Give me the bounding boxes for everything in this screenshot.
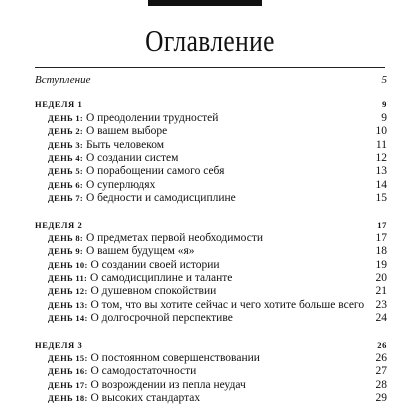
- day-label: ДЕНЬ 17:: [48, 379, 88, 390]
- toc-page-number: 9: [382, 99, 387, 110]
- day-label: ДЕНЬ 13:: [48, 299, 88, 310]
- day-label: ДЕНЬ 12:: [48, 286, 88, 297]
- toc-day-16[interactable]: [35, 365, 387, 378]
- toc-day-12[interactable]: [35, 285, 387, 298]
- toc-page-number: 12: [375, 151, 387, 164]
- day-title: О постоянном совершенствовании: [90, 352, 260, 365]
- day-title: О суперлюдях: [85, 178, 156, 191]
- day-title: О порабощении самого себя: [85, 165, 225, 178]
- toc-day-10[interactable]: [35, 259, 387, 272]
- day-label: ДЕНЬ 16:: [48, 366, 88, 377]
- toc-week-1[interactable]: [35, 98, 387, 111]
- toc-day-2[interactable]: [35, 125, 387, 138]
- page-title: Оглавление: [145, 23, 275, 58]
- spacer: [35, 206, 387, 219]
- day-label: ДЕНЬ 1:: [48, 112, 84, 123]
- spacer: [35, 326, 387, 339]
- day-title: О создании систем: [85, 151, 179, 164]
- day-label: ДЕНЬ 4:: [48, 152, 84, 163]
- toc-week-2[interactable]: [35, 219, 387, 232]
- toc-day-11[interactable]: [35, 272, 387, 285]
- day-label: ДЕНЬ 18:: [48, 393, 88, 404]
- toc-page-number: 24: [375, 312, 387, 325]
- title-divider: [35, 67, 385, 68]
- toc-day-14[interactable]: [35, 312, 387, 325]
- toc-day-4[interactable]: [35, 152, 387, 165]
- toc-day-7[interactable]: [35, 192, 387, 205]
- toc-page-number: 26: [377, 339, 387, 350]
- day-label: ДЕНЬ 6:: [48, 179, 84, 190]
- toc-page-number: 17: [377, 219, 387, 230]
- toc-page-number: 10: [375, 125, 387, 138]
- toc-entry-intro[interactable]: [35, 74, 387, 87]
- day-label: ДЕНЬ 10:: [48, 259, 88, 270]
- toc-day-17[interactable]: [35, 379, 387, 392]
- toc-day-6[interactable]: [35, 179, 387, 192]
- toc-page-number: 15: [375, 192, 387, 205]
- toc-day-1[interactable]: [35, 112, 387, 125]
- toc-day-15[interactable]: [35, 352, 387, 365]
- day-title: О высоких стандартах: [90, 392, 201, 405]
- day-title: О вашем выборе: [85, 125, 168, 138]
- day-title: О бедности и самодисциплине: [85, 192, 236, 205]
- table-of-contents: [35, 74, 387, 406]
- day-title: О долгосрочной перспективе: [90, 312, 233, 325]
- toc-day-9[interactable]: [35, 245, 387, 258]
- toc-page-number: 23: [375, 298, 387, 311]
- toc-page-number: 29: [375, 392, 387, 405]
- day-label: ДЕНЬ 14:: [48, 313, 88, 324]
- day-label: ДЕНЬ 9:: [48, 246, 84, 257]
- toc-page-number: 19: [375, 258, 387, 271]
- toc-day-13[interactable]: [35, 299, 387, 312]
- day-label: ДЕНЬ 11:: [48, 273, 88, 284]
- day-label: ДЕНЬ 8:: [48, 232, 84, 243]
- toc-page-number: 26: [375, 352, 387, 365]
- day-title: О вашем будущем «я»: [85, 245, 195, 258]
- toc-day-8[interactable]: [35, 232, 387, 245]
- toc-week-3[interactable]: [35, 339, 387, 352]
- toc-page-number: 27: [375, 365, 387, 378]
- toc-page-number: 11: [375, 138, 387, 151]
- day-title: О преодолении трудностей: [85, 111, 219, 124]
- toc-page-number: 9: [381, 111, 387, 124]
- day-title: О душевном спокойствии: [90, 285, 217, 298]
- day-label: ДЕНЬ 3:: [48, 139, 84, 150]
- toc-page-number: 20: [375, 272, 387, 285]
- toc-page-number: 17: [375, 231, 387, 244]
- day-label: ДЕНЬ 2:: [48, 126, 84, 137]
- toc-page-number: 18: [375, 245, 387, 258]
- day-title: О возрождении из пепла неудач: [90, 378, 246, 391]
- toc-page-number: 28: [375, 378, 387, 391]
- toc-day-5[interactable]: [35, 165, 387, 178]
- day-title: О предметах первой необходимости: [85, 231, 263, 244]
- spacer: [35, 87, 387, 98]
- toc-page-number: 14: [375, 178, 387, 191]
- week-label: НЕДЕЛЯ 3: [35, 339, 83, 350]
- day-label: ДЕНЬ 15:: [48, 353, 88, 364]
- day-title: О самодостаточности: [90, 365, 197, 378]
- week-label: НЕДЕЛЯ 1: [35, 99, 83, 110]
- top-decorative-bar: [148, 0, 262, 6]
- toc-page-number: 13: [375, 165, 387, 178]
- toc-day-18[interactable]: [35, 392, 387, 405]
- toc-page-number: 5: [381, 74, 387, 86]
- toc-entry-title: Вступление: [35, 74, 91, 86]
- day-title: О том, что вы хотите сейчас и чего хотите больше всего: [90, 298, 365, 311]
- day-title: Быть человеком: [85, 138, 165, 151]
- day-title: О создании своей истории: [90, 258, 220, 271]
- day-label: ДЕНЬ 5:: [48, 166, 84, 177]
- toc-page-number: 21: [375, 285, 387, 298]
- day-label: ДЕНЬ 7:: [48, 193, 84, 204]
- day-title: О самодисциплине и таланте: [90, 272, 233, 285]
- week-label: НЕДЕЛЯ 2: [35, 219, 83, 230]
- toc-day-3[interactable]: [35, 139, 387, 152]
